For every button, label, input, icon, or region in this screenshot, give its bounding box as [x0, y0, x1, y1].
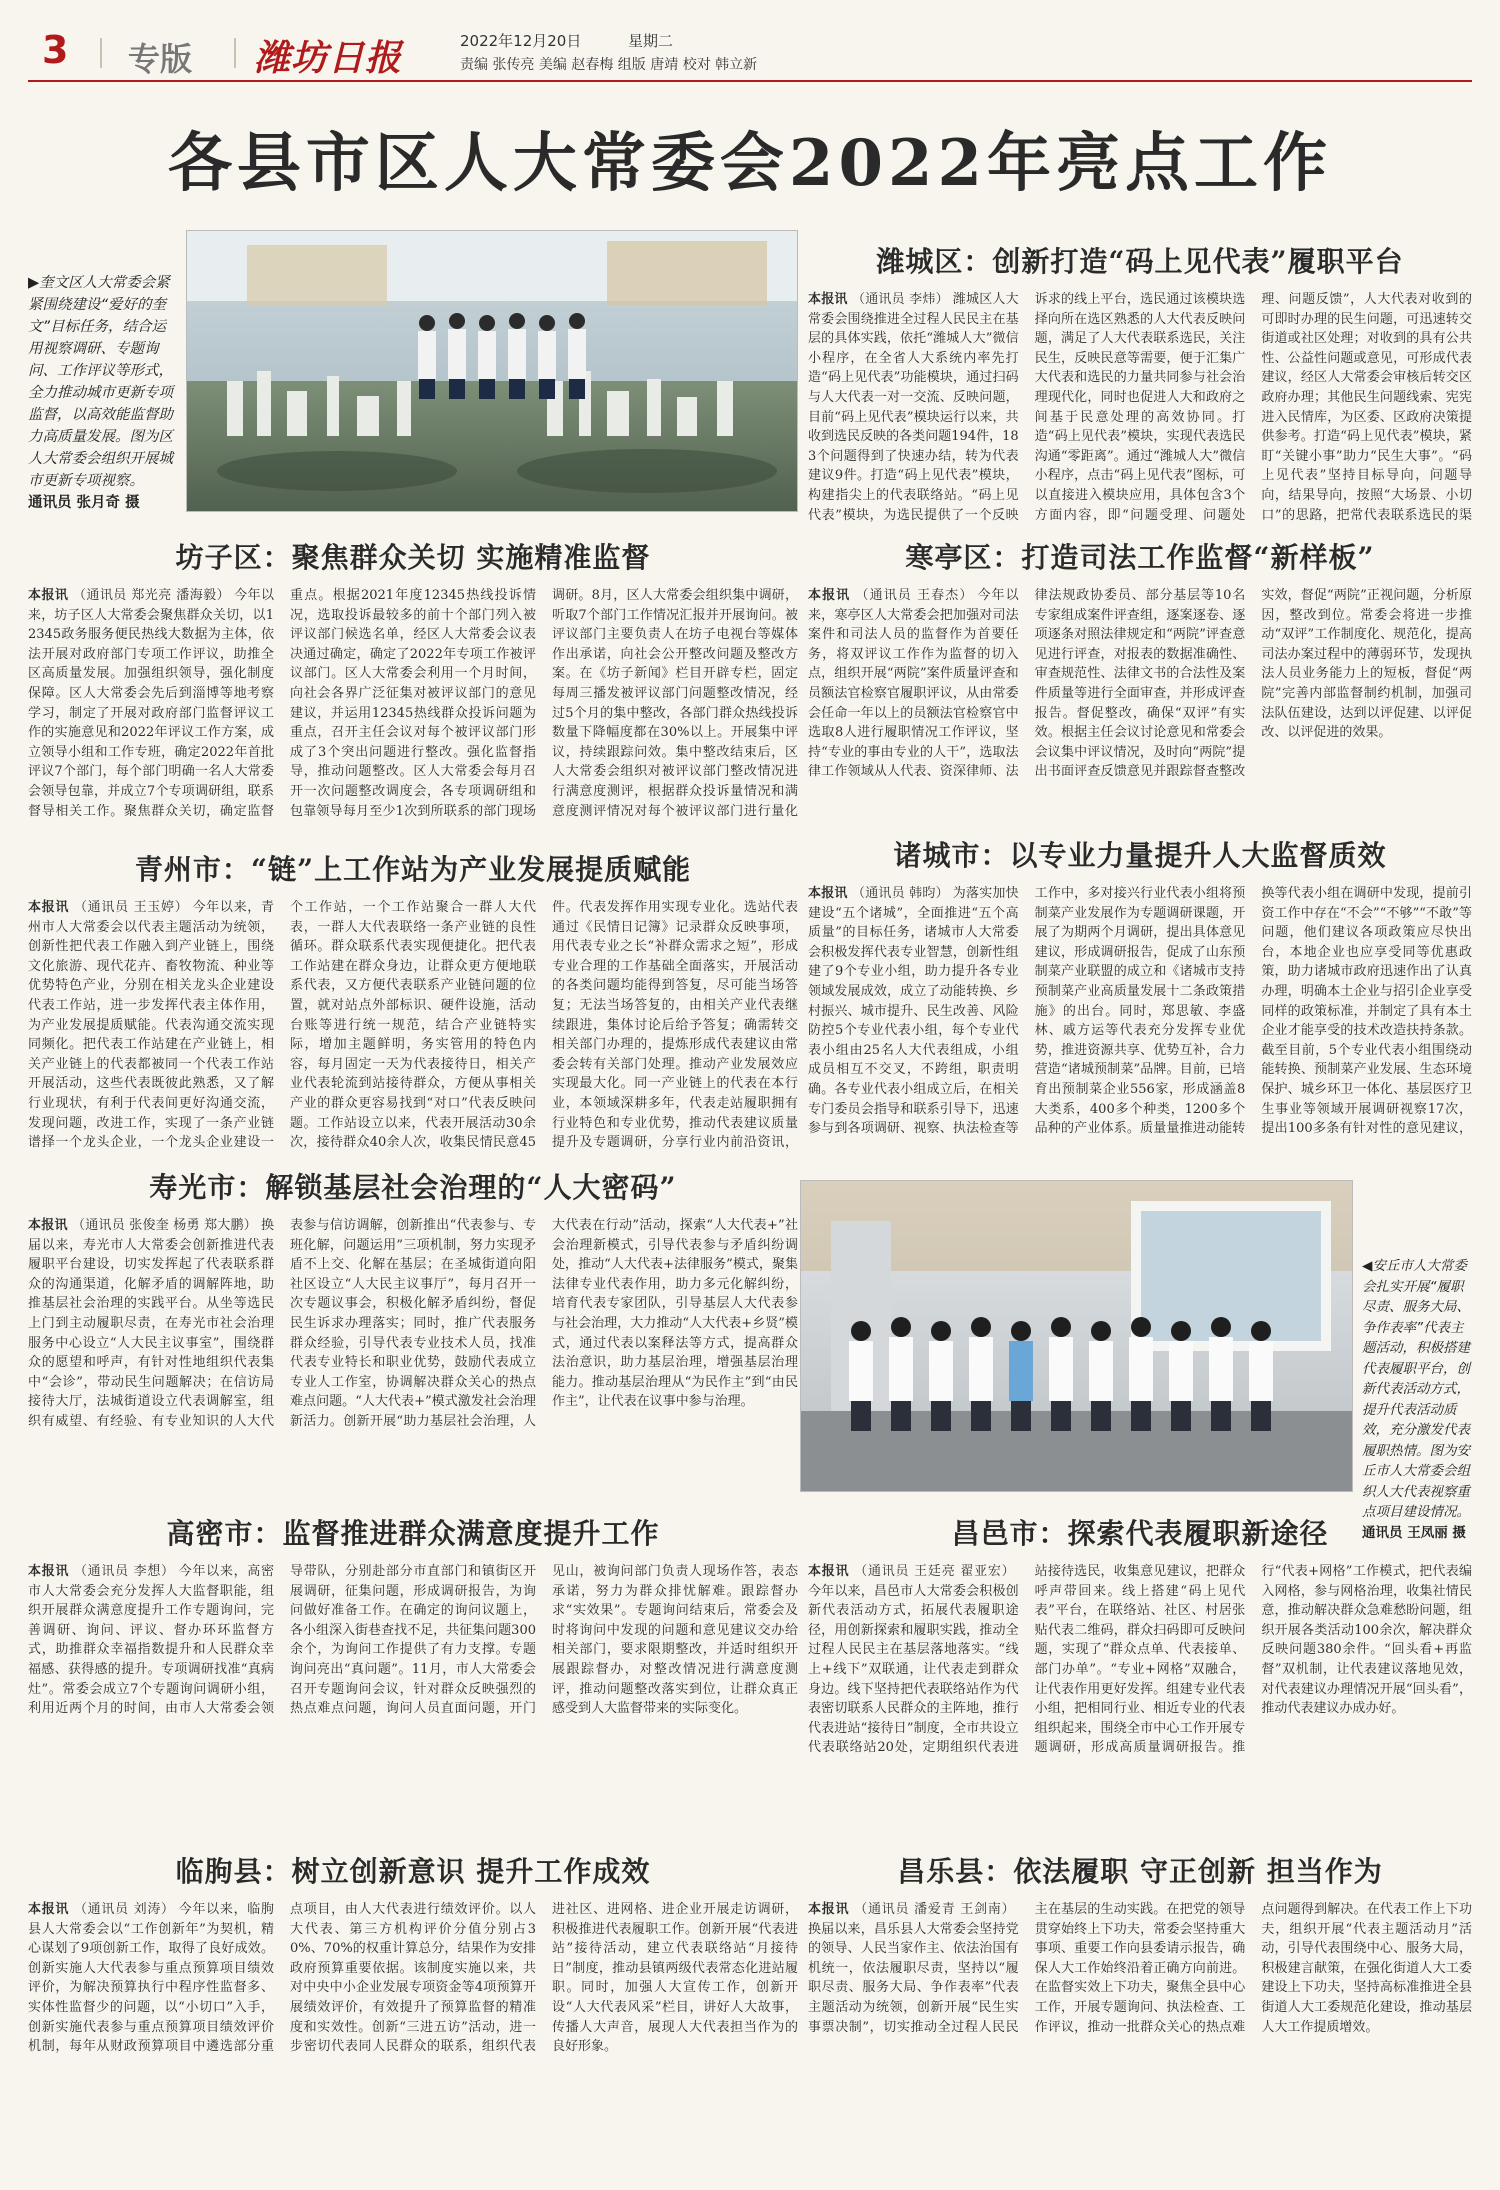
article-title: 坊子区：聚焦群众关切 实施精准监督 [175, 541, 651, 574]
article-hanting [808, 536, 1472, 836]
article-fangzi [28, 536, 798, 836]
newspaper-logo: 潍坊日报 [254, 37, 403, 79]
divider [234, 38, 236, 68]
issue-weekday: 星期二 [628, 32, 674, 50]
article-text: 今年以来，高密市人大常委会充分发挥人大监督职能，组织开展群众满意度提升工作专题询问，完善调研、询问、评议、督办环环监督方式，助推群众幸福指数提升和人民群众幸福感、获得感的提升。专项调研找准“真病灶”。常委会成立7个专题询问调研小组，利用近两个月的时间，由市人大常委会领导带队，分别赴部分市直部门和镇街区开展调研，征集问题，形成调研报告，为询问做好准备工作。在确定的询问议题上，各小组深入街巷查找不足，共征集问题300余个，为询问工作提供了有力支撑。专题询问亮出“真问题”。11月，市人大常委会召开专题询问会议，针对群众反映强烈的热点难点问题，询问人员直面问题，开门见山，被询问部门负责人现场作答，表态承诺，努力为群众排忧解难。跟踪督办求“实效果”。专题询问结束后，常委会及时将询问中发现的问题和意见建议交办给相关部门，要求限期整改，并适时组织开展跟踪督办，对整改情况进行满意度测评，推动问题整改落实到位，让群众真正感受到人大监督带来的实际变化。 [28, 1564, 798, 1717]
byline-reporter: （通讯员 郑光亮 潘海毅） [72, 588, 231, 603]
byline-label: 本报讯 [28, 1218, 68, 1233]
photo-credit: 通讯员 王凤丽 摄 [1362, 1524, 1466, 1541]
article-body [808, 884, 1472, 1154]
byline-label: 本报讯 [808, 1564, 850, 1579]
article-title: 潍城区：创新打造“码上见代表”履职平台 [876, 245, 1404, 278]
article-body [808, 1562, 1472, 1834]
caption-text: ▶奎文区人大常委会紧紧围绕建设“爱好的奎文”目标任务，结合运用视察调研、专题询问、工作评议等形式，全力推动城市更新专项监督，以高效能监督助力高质量发展。图为区人大常委会组织开展城市更新专项视察。 [28, 275, 173, 489]
article-gaomi [28, 1512, 798, 1842]
article-text: 今年以来，坊子区人大常委会聚焦群众关切，以12345政务服务便民热线大数据为主体，依法开展对政府部门专项工作评议，助推全区高质量发展。加强组织领导，强化制度保障。区人大常委会先后到淄博等地考察学习，制定了开展对政府部门监督评议工作的实施意见和2022年评议工作方案，成立领导小组和工作专班，确定2022年首批评议7个部门，每个部门明确一名人大常委会领导包靠，并成立7个专项调研组，联系督导相关工作。聚焦群众关切，确定监督重点。根据2021年度12345热线投诉情况，选取投诉最较多的前十个部门列入被评议部门候选名单，经区人大常委会议表决通过确定，确定了2022年专项工作被评议部门。区人大常委会利用一个月时间，向社会各界广泛征集对被评议部门的意见建议，并运用12345热线群众投诉问题为重点，召开主任会议对每个被评议部门形成了3个突出问题进行整改。强化监督指导，推动问题整改。区人大常委会每月召开一次问题整改调度会，各专项调研组和包靠领导每月至少1次到所联系的部门现场调研。8月，区人大常委会组织集中调研，听取7个部门工作情况汇报并开展询问。被评议部门主要负责人在坊子电视台等媒体作出承诺，向社会公开整改问题及整改方案。在《坊子新闻》栏目开辟专栏，固定每周三播发被评议部门问题整改情况，经过5个月的集中整改，各部门群众热线投诉数量下降幅度都在30%以上。开展集中评议，持续跟踪问效。集中整改结束后，区人大常委会组织对被评议部门整改情况进行满意度测评，根据群众投诉量情况和满意度测评情况对每个被评议部门进行量化 [28, 588, 798, 819]
article-title: 临朐县：树立创新意识 提升工作成效 [175, 1855, 651, 1888]
article-title: 寿光市：解锁基层社会治理的“人大密码” [149, 1171, 677, 1204]
article-text: 潍城区人大常委会围绕推进全过程人民民主在基层的具体实践，依托“潍城人大”微信小程序，在全省人大系统内率先打造“码上见代表”功能模块，通过扫码与人大代表一对一交流、反映问题，目前“码上见代表”模块运行以来，共收到选民反映的各类问题194件，183个问题得到了快速办结，转为代表建议9件。打造“码上见代表”模块，构建指尖上的代表联络站。“码上见代表”模块，为选民提供了一个反映诉求的线上平台，选民通过该模块选择向所在选区熟悉的人大代表反映问题，满足了人大代表联系选民，关注民生，反映民意等需要，便于汇集广大代表和选民的力量共同参与社会治理现代化，同时也促进人大和政府之间基于民意处理的高效协同。打造“码上见代表”模块，实现代表选民沟通“零距离”。通过“潍城人大”微信小程序，点击“码上见代表”图标，可以直接进入模块应用，具体包含3个方面内容，即“问题受理、问题处理、问题反馈”，人大代表对收到的可即时办理的民生问题，可迅速转交街道或社区处理；对收到的具有公共性、公益性问题或意见，可形成代表建议，经区人大常委会审核后转交区政府办理；其他民生问题线索、宪宪进入民情库，为区委、区政府决策提供参考。打造“码上见代表”模块，紧盯“关键小事”助力“民生大事”。“码上见代表”坚持目标导向，问题导向，结果导向，按照“大场景、小切口”的思路，把常代表联系选民的渠 [808, 292, 1472, 523]
byline-label: 本报讯 [28, 1902, 70, 1917]
divider [100, 38, 102, 68]
masthead [28, 22, 1472, 82]
byline-reporter: （通讯员 李炜） [851, 292, 949, 307]
article-title: 昌乐县：依法履职 守正创新 担当作为 [897, 1855, 1383, 1888]
article-qingzhou [28, 848, 798, 1160]
byline-reporter: （通讯员 王春杰） [855, 588, 974, 603]
page-number: 3 [42, 28, 69, 72]
byline-reporter: （通讯员 韩昀） [851, 886, 949, 901]
issue-date: 2022年12月20日 [460, 32, 582, 50]
article-body [28, 1562, 798, 1834]
editor-credits: 责编 张传亮 美编 赵春梅 组版 唐靖 校对 韩立新 [460, 57, 758, 73]
photo-anqiu-visit-caption [1362, 1256, 1474, 1541]
article-body [28, 898, 798, 1154]
article-shouguang [28, 1166, 798, 1496]
photo-anqiu-visit-image [801, 1181, 1353, 1492]
byline-reporter: （通讯员 王廷亮 翟亚宏） [854, 1564, 1015, 1579]
photo-city-model [186, 230, 798, 512]
byline-reporter: （通讯员 刘涛） [73, 1902, 175, 1917]
byline-reporter: （通讯员 潘爱青 王剑南） [854, 1902, 1015, 1917]
article-text: 今年以来，青州市人大常委会以代表主题活动为统领，创新性把代表工作融入到产业链上，围绕文化旅游、现代花卉、畜牧物流、种业等优势特色产业，分别在相关龙头企业建设代表工作站，进一步发挥代表主体作用，为产业发展提质赋能。代表沟通交流实现同频化。把代表工作站建在产业链上，相关产业链上的代表都被同一个代表工作站开展活动，这些代表既彼此熟悉，又了解行业现状，有利于代表间更好沟通交流，发现问题，改进工作，实现了一条产业链谱择一个龙头企业，一个龙头企业建设一个工作站，一个工作站聚合一群人大代表，一群人大代表联络一条产业链的良性循环。群众联系代表实现便捷化。把代表工作站建在群众身边，让群众更方便地联系代表，又方便代表联系产业链问题的位置，就对站点外部标识、硬件设施，活动台账等进行统一规范，结合产业链特实际，增加主题鲜明，务实管用的特色内容，每月固定一天为代表接待日，相关产业代表轮流到站接待群众，方便从事相关产业的群众更容易找到“对口”代表反映问题。工作站设立以来，代表开展活动30余次，接待群众40余人次，收集民情民意45件。代表发挥作用实现专业化。选站代表通过《民情日记簿》记录群众反映事项，用代表专业之长“补群众需求之短”，形成专业合理的工作基础全面落实，开展活动的各类问题均能得到答复，尽可能当场答复；无法当场答复的，由相关产业代表继续跟进，集体讨论后给予答复；确需转交相关部门办理的，提炼形成代表建议由常委会转有关部门处理。推动产业发展效应实现最大化。同一产业链上的代表在本行业，本领域深耕多年，代表走站履职拥有行业特色和专业优势，推动代表建议质量提升及专题调研，分享行业内前沿资讯， [28, 900, 798, 1151]
article-text: 今年以来，昌邑市人大常委会积极创新代表活动方式，拓展代表履职途径，用创新探索和履职实践，推动全过程人民民主在基层落地落实。“线上+线下”双联通，让代表走到群众身边。线下坚持把代表联络站作为代表密切联系人民群众的主阵地，推行代表进站“接待日”制度，全市共设立代表联络站20处，定期组织代表进站接待选民，收集意见建议，把群众呼声带回来。线上搭建“码上见代表”平台，在联络站、社区、村居张贴代表二维码，群众扫码即可反映问题，实现了“群众点单、代表接单、部门办单”。“专业+网格”双融合，让代表作用更好发挥。组建专业代表小组，把相同行业、相近专业的代表组织起来，围绕全市中心工作开展专题调研，形成高质量调研报告。推行“代表+网格”工作模式，把代表编入网格，参与网格治理，收集社情民意，推动解决群众急难愁盼问题，组织开展各类活动100余次，解决群众反映问题380余件。“回头看+再监督”双机制，让代表建议落地见效，对代表建议办理情况开展“回头看”，推动代表建议办成办好。 [808, 1564, 1472, 1756]
photo-credit: 通讯员 张月奇 摄 [28, 495, 140, 511]
byline-reporter: （通讯员 张俊奎 杨勇 郑大鹏） [72, 1218, 257, 1233]
byline-label: 本报讯 [808, 886, 848, 901]
article-title: 寒亭区：打造司法工作监督“新样板” [905, 541, 1375, 574]
article-body [808, 1900, 1472, 2168]
byline-label: 本报讯 [28, 1564, 70, 1579]
article-text: 换届以来，昌乐县人大常委会坚持党的领导、人民当家作主、依法治国有机统一，依法履职尽责，坚持以“履职尽责、服务大局、争作表率”代表主题活动为统领，创新开展“民生实事票决制”，切实推动全过程人民民主在基层的生动实践。在把党的领导贯穿始终上下功夫，常委会坚持重大事项、重要工作向县委请示报告，确保人大工作始终沿着正确方向前进。在监督实效上下功夫，聚焦全县中心工作，开展专题询问、执法检查、工作评议，推动一批群众关心的热点难点问题得到解决。在代表工作上下功夫，组织开展“代表主题活动月”活动，引导代表围绕中心、服务大局，积极建言献策，在强化街道人大工委建设上下功夫，坚持高标准推进全县街道人大工委规范化建设，推动基层人大工作提质增效。 [808, 1902, 1472, 2035]
byline-label: 本报讯 [28, 588, 69, 603]
article-changle [808, 1850, 1472, 2170]
article-text: 为落实加快建设“五个诸城”，全面推进“五个高质量”的目标任务，诸城市人大常委会积极发挥代表专业智慧，创新性组建了9个专业小组，助力提升各专业领域发展成效，成立了动能转换、乡村振兴、城市提升、民生改善、风险防控5个专业代表小组，每个专业代表小组由25名人大代表组成，小组成员相互不交叉，不跨组，职责明确。各专业代表小组成立后，在相关专门委员会指导和联系引导下，迅速参与到各项调研、视察、执法检查等工作中，多对接兴行业代表小组将预制菜产业发展作为专题调研课题，开展了为期两个月调研，提出具体意见建议，形成调研报告，促成了山东预制菜产业联盟的成立和《诸城市支持预制菜产业高质量发展十二条政策措施》的出台。同时，郑思敏、李盛林、戚方运等代表充分发挥专业优势，推进资源共享、优势互补，合力营造“诸城预制菜”品牌。目前，已培育出预制菜企业556家，形成涵盖8大类系，400多个种类，1200多个品种的产业体系。质量量推进动能转换等代表小组在调研中发现，提前引资工作中存在“不会”“不够”“不敢”等问题，他们建议各项政策应尽快出台，本地企业也应享受同等优惠政策，助力诸城市政府迅速作出了认真办理，明确本土企业与招引企业享受同样的政策标准，并制定了具有本土企业才能享受的技术改造扶持条款。截至目前，5个专业代表小组围绕动能转换、预制菜产业发展、生态环境保护、城乡环卫一体化、基层医疗卫生事业等领域开展调研视察17次，提出100多条有针对性的意见建议， [808, 886, 1472, 1137]
article-body [808, 586, 1472, 830]
photo-city-model-image [187, 231, 798, 512]
section-label: 专版 [128, 40, 193, 78]
article-text: 今年以来，临朐县人大常委会以“工作创新年”为契机，精心谋划了9项创新工作，取得了良好成效。创新实施人大代表参与重点预算项目绩效评价，为解决预算执行中程序性监督多、实体性监督少的问题，以“小切口”入手，创新实施代表参与重点预算项目绩效评价机制，每年从财政预算项目中遴选部分重点项目，由人大代表进行绩效评价。以人大代表、第三方机构评价分值分别占30%、70%的权重计算总分，结果作为安排政府预算重要依据。该制度实施以来，共对中央中小企业发展专项资金等4项预算开展绩效评价，有效提升了预算监督的精准度和实效性。创新“三进五访”活动，进一步密切代表同人民群众的联系，组织代表进社区、进网格、进企业开展走访调研，积极推进代表履职工作。创新开展“代表进站”接待活动，建立代表联络站“月接待日”制度，推动县镇两级代表常态化进站履职。同时，加强人大宣传工作，创新开设“人大代表风采”栏目，讲好人大故事，传播人大声音，展现人大代表担当作为的良好形象。 [28, 1902, 798, 2055]
photo-anqiu-visit [800, 1180, 1353, 1492]
article-title: 昌邑市：探索代表履职新途径 [951, 1517, 1329, 1550]
article-title: 诸城市：以专业力量提升人大监督质效 [893, 839, 1387, 872]
article-body [28, 1900, 798, 2168]
byline-label: 本报讯 [28, 900, 70, 915]
byline-reporter: （通讯员 李想） [73, 1564, 175, 1579]
byline-label: 本报讯 [808, 1902, 850, 1917]
article-body [28, 586, 798, 830]
article-text: 换届以来，寿光市人大常委会创新推进代表履职平台建设，切实发挥起了代表联系群众的沟通渠道，化解矛盾的调解阵地，助推基层社会治理的实践平台。从坐等选民上门到主动履职尽责，在寿光市社会治理服务中心设立“人大民主议事室”，围绕群众的愿望和呼声，有针对性地组织代表集中“会诊”，带动民生问题解决；在信访局接待大厅，法城街道设立代表调解室，组织有威望、有经验、有专业知识的人大代表参与信访调解，创新推出“代表参与、专班化解，问题运用”三项机制，努力实现矛盾不上交、化解在基层；在圣城街道向阳社区设立“人大民主议事厅”，每月召开一次专题议事会，积极化解矛盾纠纷，督促民生诉求办理落实；同时，推广代表服务群众经验，引导代表专业技术人员，找准代表专业特长和职业优势，鼓励代表成立专业人工作室，协调解决群众关心的热点难点问题。“人大代表+”模式激发社会治理新活力。创新开展“助力基层社会治理，人大代表在行动”活动，探索“人大代表+”社会治理新模式，引导代表参与矛盾纠纷调处，推动“人大代表+法律服务”模式，聚集法律专业代表作用，助力多元化解纠纷，培育代表专家团队，引导基层人大代表参与社会治理，大力推动“人大代表+乡贤”模式，通过代表以案释法等方式，提高群众法治意识，助力基层治理，增强基层治理能力。推动基层治理从“为民作主”到“由民作主”，让代表在议事中参与治理。 [28, 1218, 798, 1429]
caption-text: ◀安丘市人大常委会扎实开展“履职尽责、服务大局、争作表率”代表主题活动，积极搭建代表履职平台，创新代表活动方式，提升代表活动质效，充分激发代表履职热情。图为安丘市人大常委会组织人大代表视察重点项目建设情况。 [1362, 1258, 1470, 1520]
article-weicheng [808, 240, 1472, 530]
article-linqu [28, 1850, 798, 2170]
page-title: 各县市区人大常委会2022年亮点工作 [167, 126, 1333, 201]
photo-city-model-caption [28, 272, 178, 512]
byline-reporter: （通讯员 王玉婷） [73, 900, 189, 915]
article-body [28, 1216, 798, 1488]
byline-label: 本报讯 [808, 292, 848, 307]
article-changyi [808, 1512, 1472, 1842]
article-body [808, 290, 1472, 526]
article-zhucheng [808, 834, 1472, 1160]
article-text: 今年以来，寒亭区人大常委会把加强对司法案件和司法人员的监督作为首要任务，将双评议工作作为监督的切入点，组织开展“两院”案件质量评查和员额法官检察官履职评议，从由常委会任命一年以上的员额法官检察官中选取8人进行履职情况工作评议，坚持“专业的事由专业的人干”，选取法律工作领域从人代表、资深律师、法律法规政协委员、部分基层等10名专家组成案件评查组，逐案逐卷、逐项逐条对照法律规定和“两院”评查意见进行评查，对报表的数据准确性、审查规范性、法律文书的合法性及案件质量等进行全面审查，并形成评查报告。督促整改，确保“双评”有实效。根据主任会议讨论意见和常委会会议集中评议情况，及时向“两院”提出书面评查反馈意见并跟踪督查整改实效，督促“两院”正视问题，分析原因，整改到位。常委会将进一步推动“双评”工作制度化、规范化，提高司法办案过程中的薄弱环节，发现执法人员业务能力上的短板，督促“两院”完善内部监督制约机制，加强司法队伍建设，达到以评促建、以评促改、以评促进的效果。 [808, 588, 1472, 780]
article-title: 高密市：监督推进群众满意度提升工作 [166, 1517, 660, 1550]
article-title: 青州市：“链”上工作站为产业发展提质赋能 [134, 853, 692, 886]
byline-label: 本报讯 [808, 588, 851, 603]
